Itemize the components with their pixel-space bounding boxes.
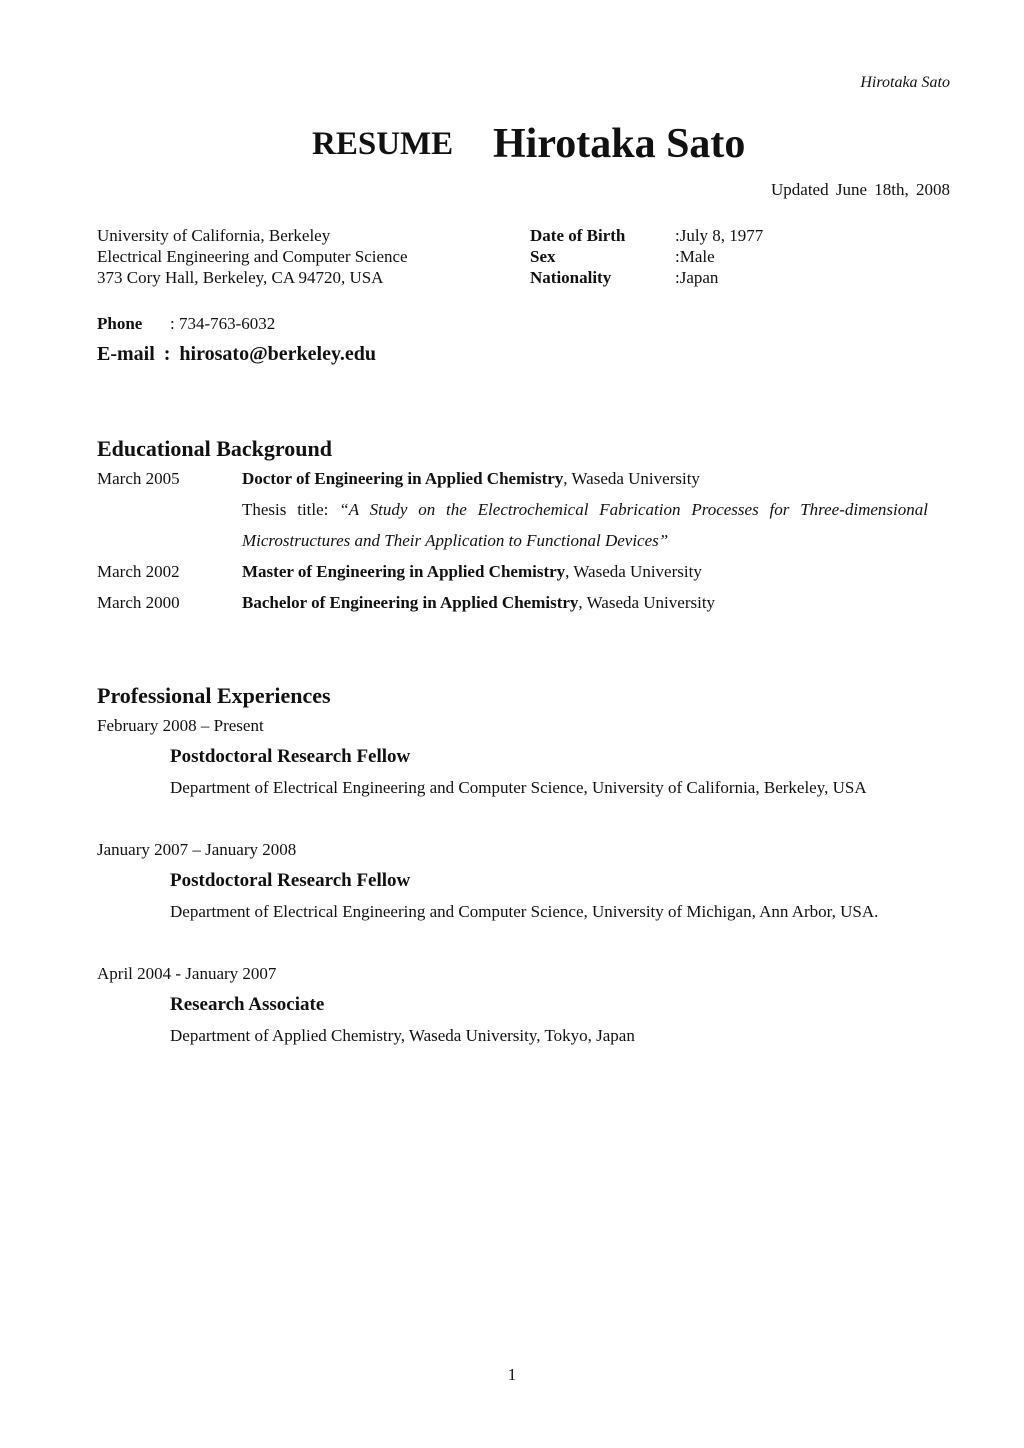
exp-dept-2: Department of Electrical Engineering and Computer Science, University of Michigan, Ann Arbor, USA. [170, 902, 879, 921]
resume-label: RESUME [312, 126, 454, 162]
phone-value: : 734-763-6032 [170, 314, 276, 333]
resume-name: Hirotaka Sato [493, 121, 746, 167]
thesis-line-2 [242, 531, 668, 551]
edu-entry-2 [242, 562, 702, 582]
thesis-title-part-1: “A Study on the Electrochemical Fabrication Processes for Three-dimensional [339, 500, 928, 519]
sex-label: Sex [530, 247, 556, 266]
exp-period-2: January 2007 – January 2008 [97, 840, 297, 859]
edu-degree-2: Master of Engineering in Applied Chemistry [242, 562, 566, 581]
education-heading: Educational Background [97, 436, 332, 461]
edu-school-3: , Waseda University [578, 593, 716, 612]
nationality-value: :Japan [675, 268, 719, 287]
edu-date-3: March 2000 [97, 593, 180, 612]
phone-label: Phone [97, 314, 143, 333]
edu-school-2: , Waseda University [565, 562, 702, 581]
page-number: 1 [507, 1365, 517, 1384]
thesis-prefix: Thesis title: [242, 500, 340, 519]
edu-degree-1: Doctor of Engineering in Applied Chemistry [242, 469, 564, 488]
edu-date-2: March 2002 [97, 562, 180, 581]
nationality-label: Nationality [530, 268, 612, 287]
exp-title-1: Postdoctoral Research Fellow [170, 746, 411, 767]
edu-entry-3 [242, 593, 715, 613]
dob-value: :July 8, 1977 [675, 226, 764, 245]
exp-dept-3: Department of Applied Chemistry, Waseda University, Tokyo, Japan [170, 1026, 635, 1045]
experience-heading: Professional Experiences [97, 683, 331, 708]
exp-title-2: Postdoctoral Research Fellow [170, 870, 411, 891]
thesis-title-part-2: Microstructures and Their Application to Functional Devices” [242, 531, 669, 550]
email-line: E-mail : hirosato@berkeley.edu [97, 343, 377, 365]
address-line-2: Electrical Engineering and Computer Science [97, 247, 408, 266]
updated-date: Updated June 18th, 2008 [771, 180, 950, 199]
edu-school-1: , Waseda University [563, 469, 700, 488]
exp-title-3: Research Associate [170, 994, 325, 1015]
running-header-name: Hirotaka Sato [860, 74, 950, 91]
dob-label: Date of Birth [530, 226, 626, 245]
edu-degree-3: Bachelor of Engineering in Applied Chemistry [242, 593, 579, 612]
exp-period-3: April 2004 - January 2007 [97, 964, 277, 983]
thesis-line-1 [242, 500, 928, 520]
address-line-1: University of California, Berkeley [97, 226, 331, 245]
edu-entry-1 [242, 469, 700, 489]
sex-value: :Male [675, 247, 715, 266]
address-line-3: 373 Cory Hall, Berkeley, CA 94720, USA [97, 268, 384, 287]
exp-period-1: February 2008 – Present [97, 716, 264, 735]
edu-date-1: March 2005 [97, 469, 180, 488]
exp-dept-1: Department of Electrical Engineering and Computer Science, University of California, Berkeley, USA [170, 778, 867, 797]
